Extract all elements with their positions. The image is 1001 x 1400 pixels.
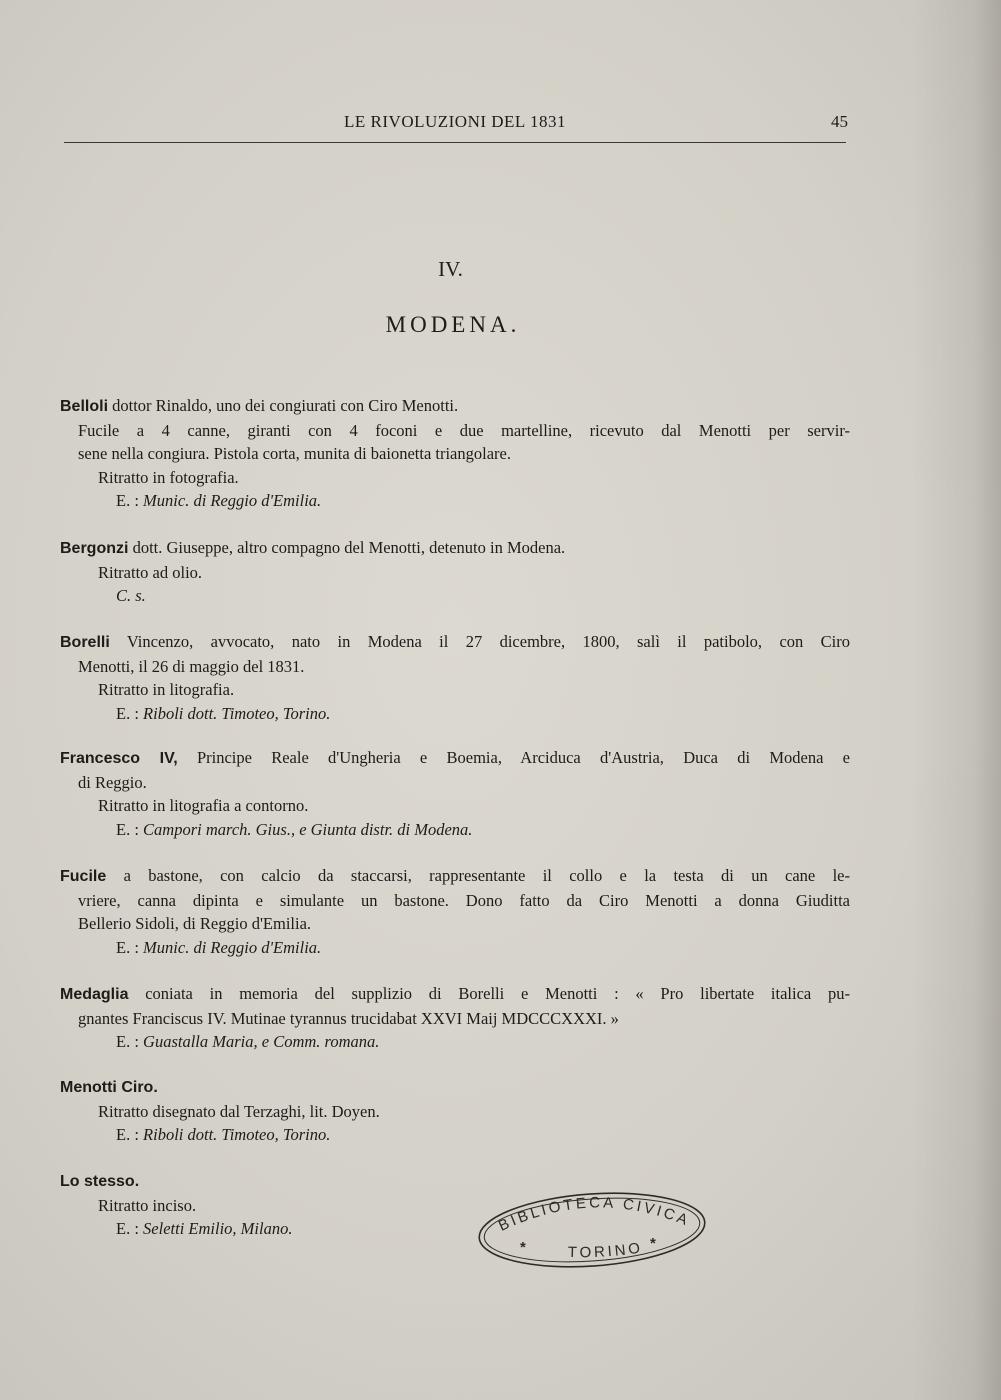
entry-source — [60, 1217, 850, 1241]
entry-source-name: Campori march. Gius., e Giunta distr. di Modena. — [143, 819, 473, 839]
entry-note: Ritratto inciso. — [98, 1195, 197, 1215]
entry-source-prefix: E. : — [116, 1125, 144, 1144]
entry-name: Bergonzi — [60, 540, 129, 557]
entry-source — [60, 702, 850, 726]
entry-note: Ritratto ad olio. — [98, 562, 203, 582]
entry-source — [60, 489, 850, 513]
stamp-top-text: BIBLIOTECA CIVICA — [495, 1194, 693, 1235]
entry-description-line: sene nella congiura. Pistola corta, munita di baionetta triangolare. — [78, 444, 511, 463]
entry-name: Medaglia — [60, 986, 129, 1003]
entry-name: Francesco IV, — [60, 750, 178, 767]
entry-source-name: Munic. di Reggio d'Emilia. — [143, 491, 322, 510]
entry-note: Ritratto in litografia a contorno. — [98, 796, 309, 815]
entry-text: Vincenzo, avvocato, nato in Modena il 27 dicembre, 1800, salì il patibolo, con Ciro — [109, 632, 850, 651]
entry-heading-line — [60, 982, 850, 1007]
running-title: LE RIVOLUZIONI DEL 1831 — [344, 112, 566, 131]
catalog-entry-menotti-ciro — [60, 1075, 850, 1147]
stamp-bottom-text: TORINO — [567, 1239, 645, 1262]
entry-description-line: Fucile a 4 canne, giranti con 4 foconi e due martelline, ricevuto dal Menotti per servir- — [78, 420, 850, 440]
entry-source-name: Guastalla Maria, e Comm. romana. — [143, 1032, 380, 1051]
page-edge-shadow — [911, 0, 1001, 1400]
entry-heading-line — [60, 394, 850, 419]
section-title: MODENA. — [385, 312, 521, 337]
entry-source-name: Riboli dott. Timoteo, Torino. — [143, 703, 331, 723]
entry-heading-line — [60, 864, 850, 889]
entry-source-prefix: E. : — [116, 1219, 144, 1238]
entry-source-prefix: E. : — [116, 819, 144, 839]
entry-note: Ritratto in litografia. — [98, 680, 235, 699]
entry-source — [60, 818, 850, 842]
entry-description-line: di Reggio. — [78, 772, 147, 792]
library-stamp — [474, 1188, 710, 1272]
catalog-entry-bergonzi — [60, 536, 850, 608]
entry-note: Ritratto disegnato dal Terzaghi, lit. Doyen. — [98, 1101, 380, 1121]
page-header — [62, 112, 848, 136]
entry-source — [60, 1030, 850, 1054]
entry-text: Principe Reale d'Ungheria e Boemia, Arciduca d'Austria, Duca di Modena e — [177, 748, 850, 767]
entry-source-prefix: E. : — [116, 937, 144, 957]
catalog-entry-borelli — [60, 630, 850, 725]
entry-name: Borelli — [60, 634, 110, 651]
entry-name: Fucile — [60, 868, 107, 885]
entry-source-name: C. s. — [116, 586, 146, 605]
entry-description-line: gnantes Franciscus IV. Mutinae tyrannus trucidabat XXVI Maij MDCCCXXXI. » — [78, 1008, 619, 1028]
stamp-star-right-icon: * — [650, 1235, 656, 1252]
entry-source — [60, 1123, 850, 1147]
catalog-entry-francesco-iv — [60, 746, 850, 841]
entry-source — [60, 584, 850, 608]
entry-text: dott. Giuseppe, altro compagno del Menotti, detenuto in Modena. — [128, 538, 566, 557]
entry-source-prefix: E. : — [116, 491, 144, 510]
entry-text: a bastone, con calcio da staccarsi, rappresentante il collo e la testa di un cane le- — [106, 866, 850, 885]
entry-heading-line — [60, 1169, 850, 1194]
section-number: IV. — [438, 257, 463, 281]
entry-description-line: vriere, canna dipinta e simulante un bastone. Dono fatto da Ciro Menotti a donna Giuditta — [78, 890, 850, 910]
entry-description-line: Menotti, il 26 di maggio del 1831. — [78, 656, 305, 676]
entry-heading-line — [60, 746, 850, 771]
entry-heading-line — [60, 1075, 850, 1100]
entry-source-name: Riboli dott. Timoteo, Torino. — [143, 1125, 331, 1144]
catalog-entry-lo-stesso — [60, 1169, 850, 1241]
entry-source-prefix: E. : — [116, 703, 144, 723]
entry-name: Belloli — [60, 398, 109, 415]
entry-note: Ritratto in fotografia. — [98, 467, 239, 487]
entry-name: Menotti Ciro. — [60, 1079, 158, 1096]
entry-description-line: Bellerio Sidoli, di Reggio d'Emilia. — [78, 914, 312, 933]
entry-source — [60, 936, 850, 960]
entry-heading-line — [60, 630, 850, 655]
entry-source-name: Seletti Emilio, Milano. — [143, 1219, 293, 1238]
entry-source-name: Munic. di Reggio d'Emilia. — [143, 937, 322, 957]
entry-text: coniata in memoria del supplizio di Borelli e Menotti : « Pro libertate italica pu- — [128, 984, 850, 1003]
catalog-entry-medaglia — [60, 982, 850, 1054]
entry-source-prefix: E. : — [116, 1032, 144, 1051]
entry-name: Lo stesso. — [60, 1173, 140, 1190]
stamp-star-left-icon: * — [520, 1239, 526, 1256]
catalog-entry-belloli — [60, 394, 850, 513]
page-number: 45 — [831, 112, 848, 131]
header-rule — [64, 142, 846, 143]
entry-heading-line — [60, 536, 850, 561]
entry-text: dottor Rinaldo, uno dei congiurati con Ciro Menotti. — [108, 396, 459, 415]
catalog-entry-fucile — [60, 864, 850, 959]
